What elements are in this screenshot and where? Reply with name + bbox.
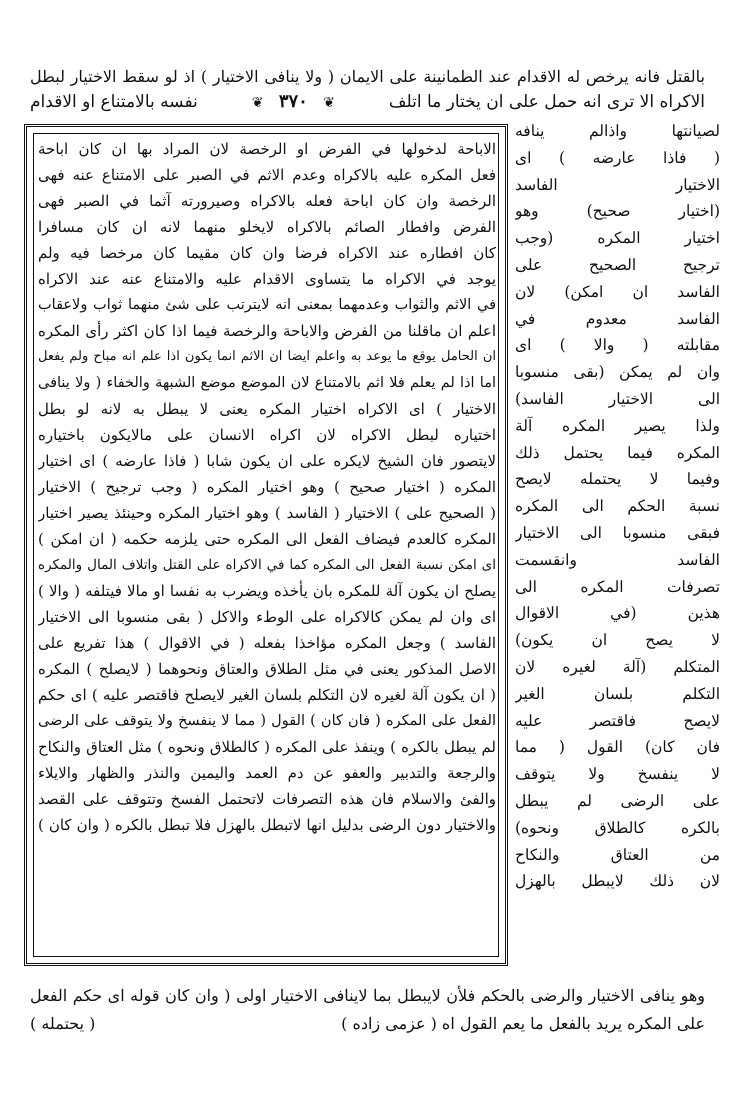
main-text-line: ( ان يكون آلة لغيره لان التكلم بلسان الغير لايصلح فاقتصر عليه ) اى حكم — [38, 686, 496, 704]
main-text-line: في الاثم والثواب وعدمهما بمعنى انه لايترتب على شئ منهما ثواب ولاعقاب — [38, 297, 496, 313]
main-text-line: اعلم ان ماقلنا من الفرض والاباحة والرخصة فيما اذا كان اكثر رأى المكره — [38, 322, 496, 340]
main-text-line: الفعل على المكره ( فان كان ) القول ( مما لا ينفسخ ولا يتوقف على الرضى — [38, 713, 496, 729]
main-text-line: والرجعة والتدبير والعفو عن دم العمد واليمين والنذر والظهار والايلاء — [38, 764, 496, 782]
main-text-line: لايتصور فان الشيخ لايكره على ان يكون شابا ( فاذا عارضه ) اى اختيار — [38, 452, 496, 470]
main-text-line: يصلح ان يكون آلة للمكره بان يأخذه ويضرب به نفسا او مالا فيتلفه ( والا ) — [38, 582, 496, 600]
margin-line: الاختيار الفاسد — [515, 175, 720, 194]
main-text-line: الفاسد ) وجعل المكره مؤاخذا بفعله ( في الاقوال ) هذا تفريع على — [38, 634, 496, 652]
margin-line: نسبة الحكم الى المكره — [515, 497, 720, 516]
margin-line: الى الاختيار الفاسد) — [515, 389, 720, 408]
main-text-line: الاباحة لدخولها في الفرض او الرخصة لان المراد بها ان كان اباحة — [38, 140, 496, 158]
margin-line: (اختيار صحيح) وهو — [515, 202, 720, 221]
margin-line: من العتاق والنكاح — [515, 845, 720, 864]
main-text-line: والفئ والاسلام فان هذه التصرفات لاتحتمل الفسخ وتتوقف على القصد — [38, 790, 496, 808]
main-text-line: الاصل المذكور يعنى في مثل الطلاق والعتاق ونحوهما ( لايصلح ) المكره — [38, 660, 496, 678]
margin-line: ( فاذا عارضه ) اى — [515, 148, 720, 167]
margin-line: لا ينفسخ ولا يتوقف — [515, 765, 720, 784]
margin-line: وان لم يمكن (بقى منسوبا — [515, 363, 720, 382]
margin-line: المكره فيما يحتمل ذلك — [515, 443, 720, 462]
margin-line: الفاسد وانقسمت — [515, 550, 720, 569]
main-text-line: المكره ( اختيار صحيح ) وهو اختيار المكره ( وجب ترجيح ) الاختيار — [38, 478, 496, 496]
main-text-line: المكره كالعدم فيضاف الفعل الى المكره حتى يلزمه حكمه ( ان امكن ) — [38, 530, 496, 548]
main-text-line: كان افطاره عند الاكراه فرضا وان كان مقيما كان مرخصا فيه ولم — [38, 244, 496, 262]
footer-line-2-left: ( يحتمله ) — [30, 1014, 96, 1033]
footer-line-1: وهو ينافى الاختيار والرضى بالحكم فلأن لايبطل بما لاينافى الاختيار اولى ( وان كان قوله اى حكم الفعل — [30, 986, 705, 1005]
main-text-line: الاختيار ) اى الاكراه اختيار المكره يعنى لا يبطل به لانه لو بطل — [38, 400, 496, 418]
main-text — [38, 136, 496, 956]
margin-line: فبقى منسوبا الى الاختيار — [515, 523, 720, 542]
margin-line: لايصح فاقتصر عليه — [515, 711, 720, 730]
ornament-icon: ❦ — [323, 95, 335, 111]
margin-line: ترجيح الصحيح على — [515, 255, 720, 274]
margin-line: التكلم بلسان الغير — [515, 684, 720, 703]
header-line-2 — [30, 89, 705, 116]
margin-line: اختيار المكره (وجب — [515, 229, 720, 248]
header-line-2-right: الاكراه الا ترى انه حمل على ان يختار ما اتلف — [388, 92, 705, 112]
margin-line: بالكره كالطلاق ونحوه) — [515, 818, 720, 837]
main-text-line: الرخصة وان كان اباحة فعله بالاكراه وصيرورته آثما في الصبر فهى — [38, 192, 496, 210]
margin-line: لصيانتها واذالم ينافه — [515, 122, 720, 140]
margin-commentary — [515, 118, 720, 943]
page-header — [30, 64, 705, 116]
page-number-text: ٣٧٠ — [278, 91, 308, 112]
margin-line: وفيما لا يحتمله لايصح — [515, 470, 720, 489]
main-text-line: اما اذا لم يعلم فلا اثم بالامتناع لان الموضع موضع الشبهة والخفاء ( ولا ينافى — [38, 375, 496, 391]
header-line-1: بالقتل فانه يرخص له الاقدام عند الطمانينة على الايمان ( ولا ينافى الاختيار ) اذ لو سقط الاختيار لبطل — [30, 67, 705, 86]
main-text-line: الفرض وافطار الصائم بالاكراه لايخلو منهما لانه ان كان مسافرا — [38, 218, 496, 236]
main-text-line: لم يبطل بالكره ) وينفذ على المكره ( كالطلاق ونحوه ) مثل العتاق والنكاح — [38, 738, 496, 756]
main-text-line: اى امكن نسبة الفعل الى المكره كما في الاكراه على القتل واتلاف المال والمكره — [38, 557, 496, 573]
footer-line-2-right: على المكره يريد بالفعل ما يعم القول اه ( عزمى زاده ) — [341, 1014, 705, 1033]
main-text-line: ( الصحيح على ) الاختيار ( الفاسد ) وهو اختيار المكره وحينئذ يصير اختيار — [38, 504, 496, 522]
margin-line: على الرضى لم يبطل — [515, 791, 720, 810]
footer-line-2 — [30, 1010, 705, 1038]
main-text-line: فعل المكره عليه بالاكراه وعدم الاثم في الصبر على الامتناع عنه فهى — [38, 166, 496, 184]
main-text-line: والاختيار دون الرضى بدليل انها لاتبطل بالهزل فلا تبطل بالكره ( وان كان ) — [38, 816, 496, 834]
margin-line: فان كان) القول ( مما — [515, 738, 720, 757]
margin-line: ولذا يصير المكره آلة — [515, 416, 720, 435]
header-line-2-left: نفسه بالامتناع او الاقدام — [30, 92, 198, 112]
margin-line: المتكلم (آلة لغيره لان — [515, 657, 720, 676]
margin-line: مقابلته ( والا ) اى — [515, 336, 720, 355]
margin-line: الفاسد ان امكن) لان — [515, 282, 720, 301]
main-text-line: اى وان لم يمكن كالاكراه على الوطء والاكل ( بقى منسوبا الى الاختيار — [38, 608, 496, 626]
ornament-icon: ❦ — [251, 95, 264, 111]
margin-line: لان ذلك لايبطل بالهزل — [515, 872, 720, 891]
main-text-line: اختياره لبطل الاكراه لان اكراه الانسان على مالايكون باختياره — [38, 426, 496, 444]
main-text-line: ان الحامل يوقع ما يوعد به واعلم ايضا ان الاثم انما يكون اذا علم انه مباح ولم يفعل — [38, 349, 496, 364]
margin-line: هذين (في الاقوال — [515, 604, 720, 623]
page-number — [252, 89, 335, 116]
margin-line: تصرفات المكره الى — [515, 577, 720, 596]
margin-line: الفاسد معدوم في — [515, 309, 720, 328]
page-footer — [30, 982, 705, 1038]
margin-line: لا يصح ان يكون) — [515, 631, 720, 650]
main-text-line: يوجد في الاكراه ما يتساوى الاقدام عليه والامتناع عنه عند الاكراه — [38, 270, 496, 288]
